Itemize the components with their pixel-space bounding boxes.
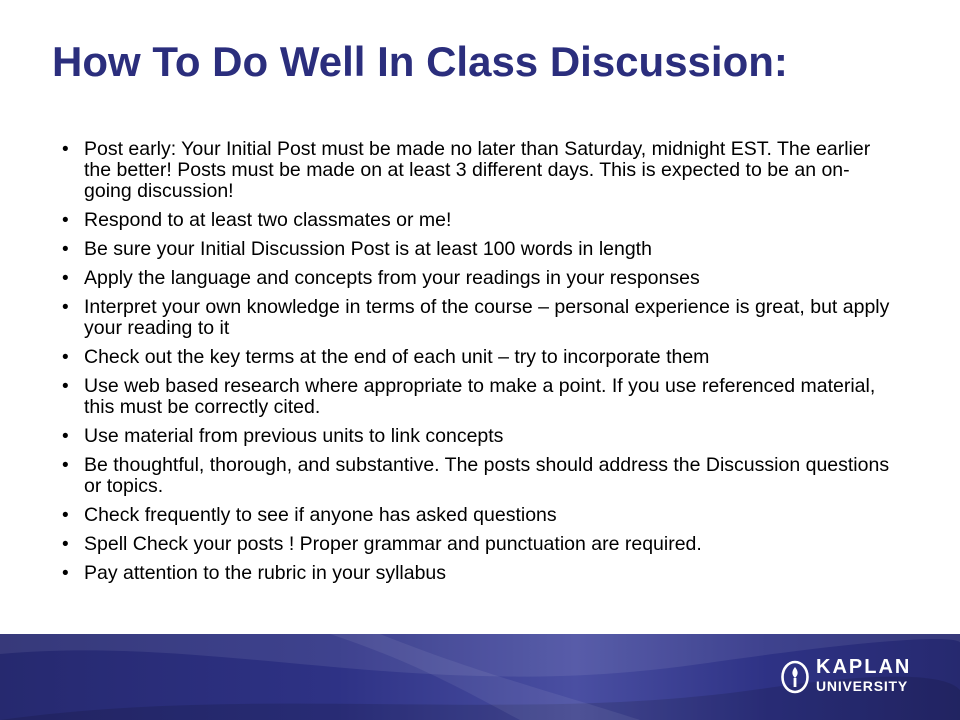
bullet-item [62, 210, 892, 231]
bullet-text: Use material from previous units to link concepts [84, 425, 504, 447]
bullet-icon: • [62, 268, 69, 289]
bullet-icon: • [62, 534, 69, 555]
bullet-icon: • [62, 347, 69, 368]
torch-emblem-icon [780, 660, 810, 694]
bullet-icon: • [62, 139, 69, 160]
bullet-icon: • [62, 210, 69, 231]
bullet-text: Apply the language and concepts from your readings in your responses [84, 267, 700, 289]
bullet-item [62, 426, 892, 447]
bullet-item [62, 297, 892, 339]
bullet-item [62, 505, 892, 526]
bullet-item [62, 534, 892, 555]
bullet-icon: • [62, 563, 69, 584]
slide-title: How To Do Well In Class Discussion: [52, 38, 788, 85]
bullet-text: Check out the key terms at the end of each unit – try to incorporate them [84, 346, 710, 368]
bullet-item [62, 347, 892, 368]
bullet-item [62, 239, 892, 260]
kaplan-university-logo [780, 654, 930, 700]
bullet-icon: • [62, 455, 69, 476]
bullet-text: Interpret your own knowledge in terms of the course – personal experience is great, but apply your reading to it [84, 296, 890, 339]
bullet-text: Pay attention to the rubric in your syllabus [84, 562, 447, 584]
bullet-item [62, 455, 892, 497]
bullet-text: Respond to at least two classmates or me! [84, 209, 452, 231]
bullet-text: Be thoughtful, thorough, and substantive. The posts should address the Discussion questions or topics. [84, 454, 890, 497]
bullet-text: Spell Check your posts ! Proper grammar and punctuation are required. [84, 533, 702, 555]
bullet-text: Be sure your Initial Discussion Post is at least 100 words in length [84, 238, 652, 260]
logo-wordmark-line2: UNIVERSITY [816, 678, 909, 694]
bullet-text: Check frequently to see if anyone has asked questions [84, 504, 557, 526]
bullet-item [62, 563, 892, 584]
bullet-item [62, 376, 892, 418]
bullet-icon: • [62, 376, 69, 397]
bullet-icon: • [62, 297, 69, 318]
bullet-icon: • [62, 426, 69, 447]
bullet-item [62, 139, 892, 202]
bullet-list [62, 139, 892, 592]
bullet-text: Post early: Your Initial Post must be made no later than Saturday, midnight EST. The earlier the better! Posts must be made on at least 3 different days. This is expected to be an on-going discussion! [84, 138, 871, 202]
bullet-icon: • [62, 239, 69, 260]
bullet-icon: • [62, 505, 69, 526]
logo-wordmark-line1: KAPLAN [816, 656, 912, 678]
bullet-text: Use web based research where appropriate to make a point. If you use referenced material, this must be correctly cited. [84, 375, 876, 418]
bullet-item [62, 268, 892, 289]
